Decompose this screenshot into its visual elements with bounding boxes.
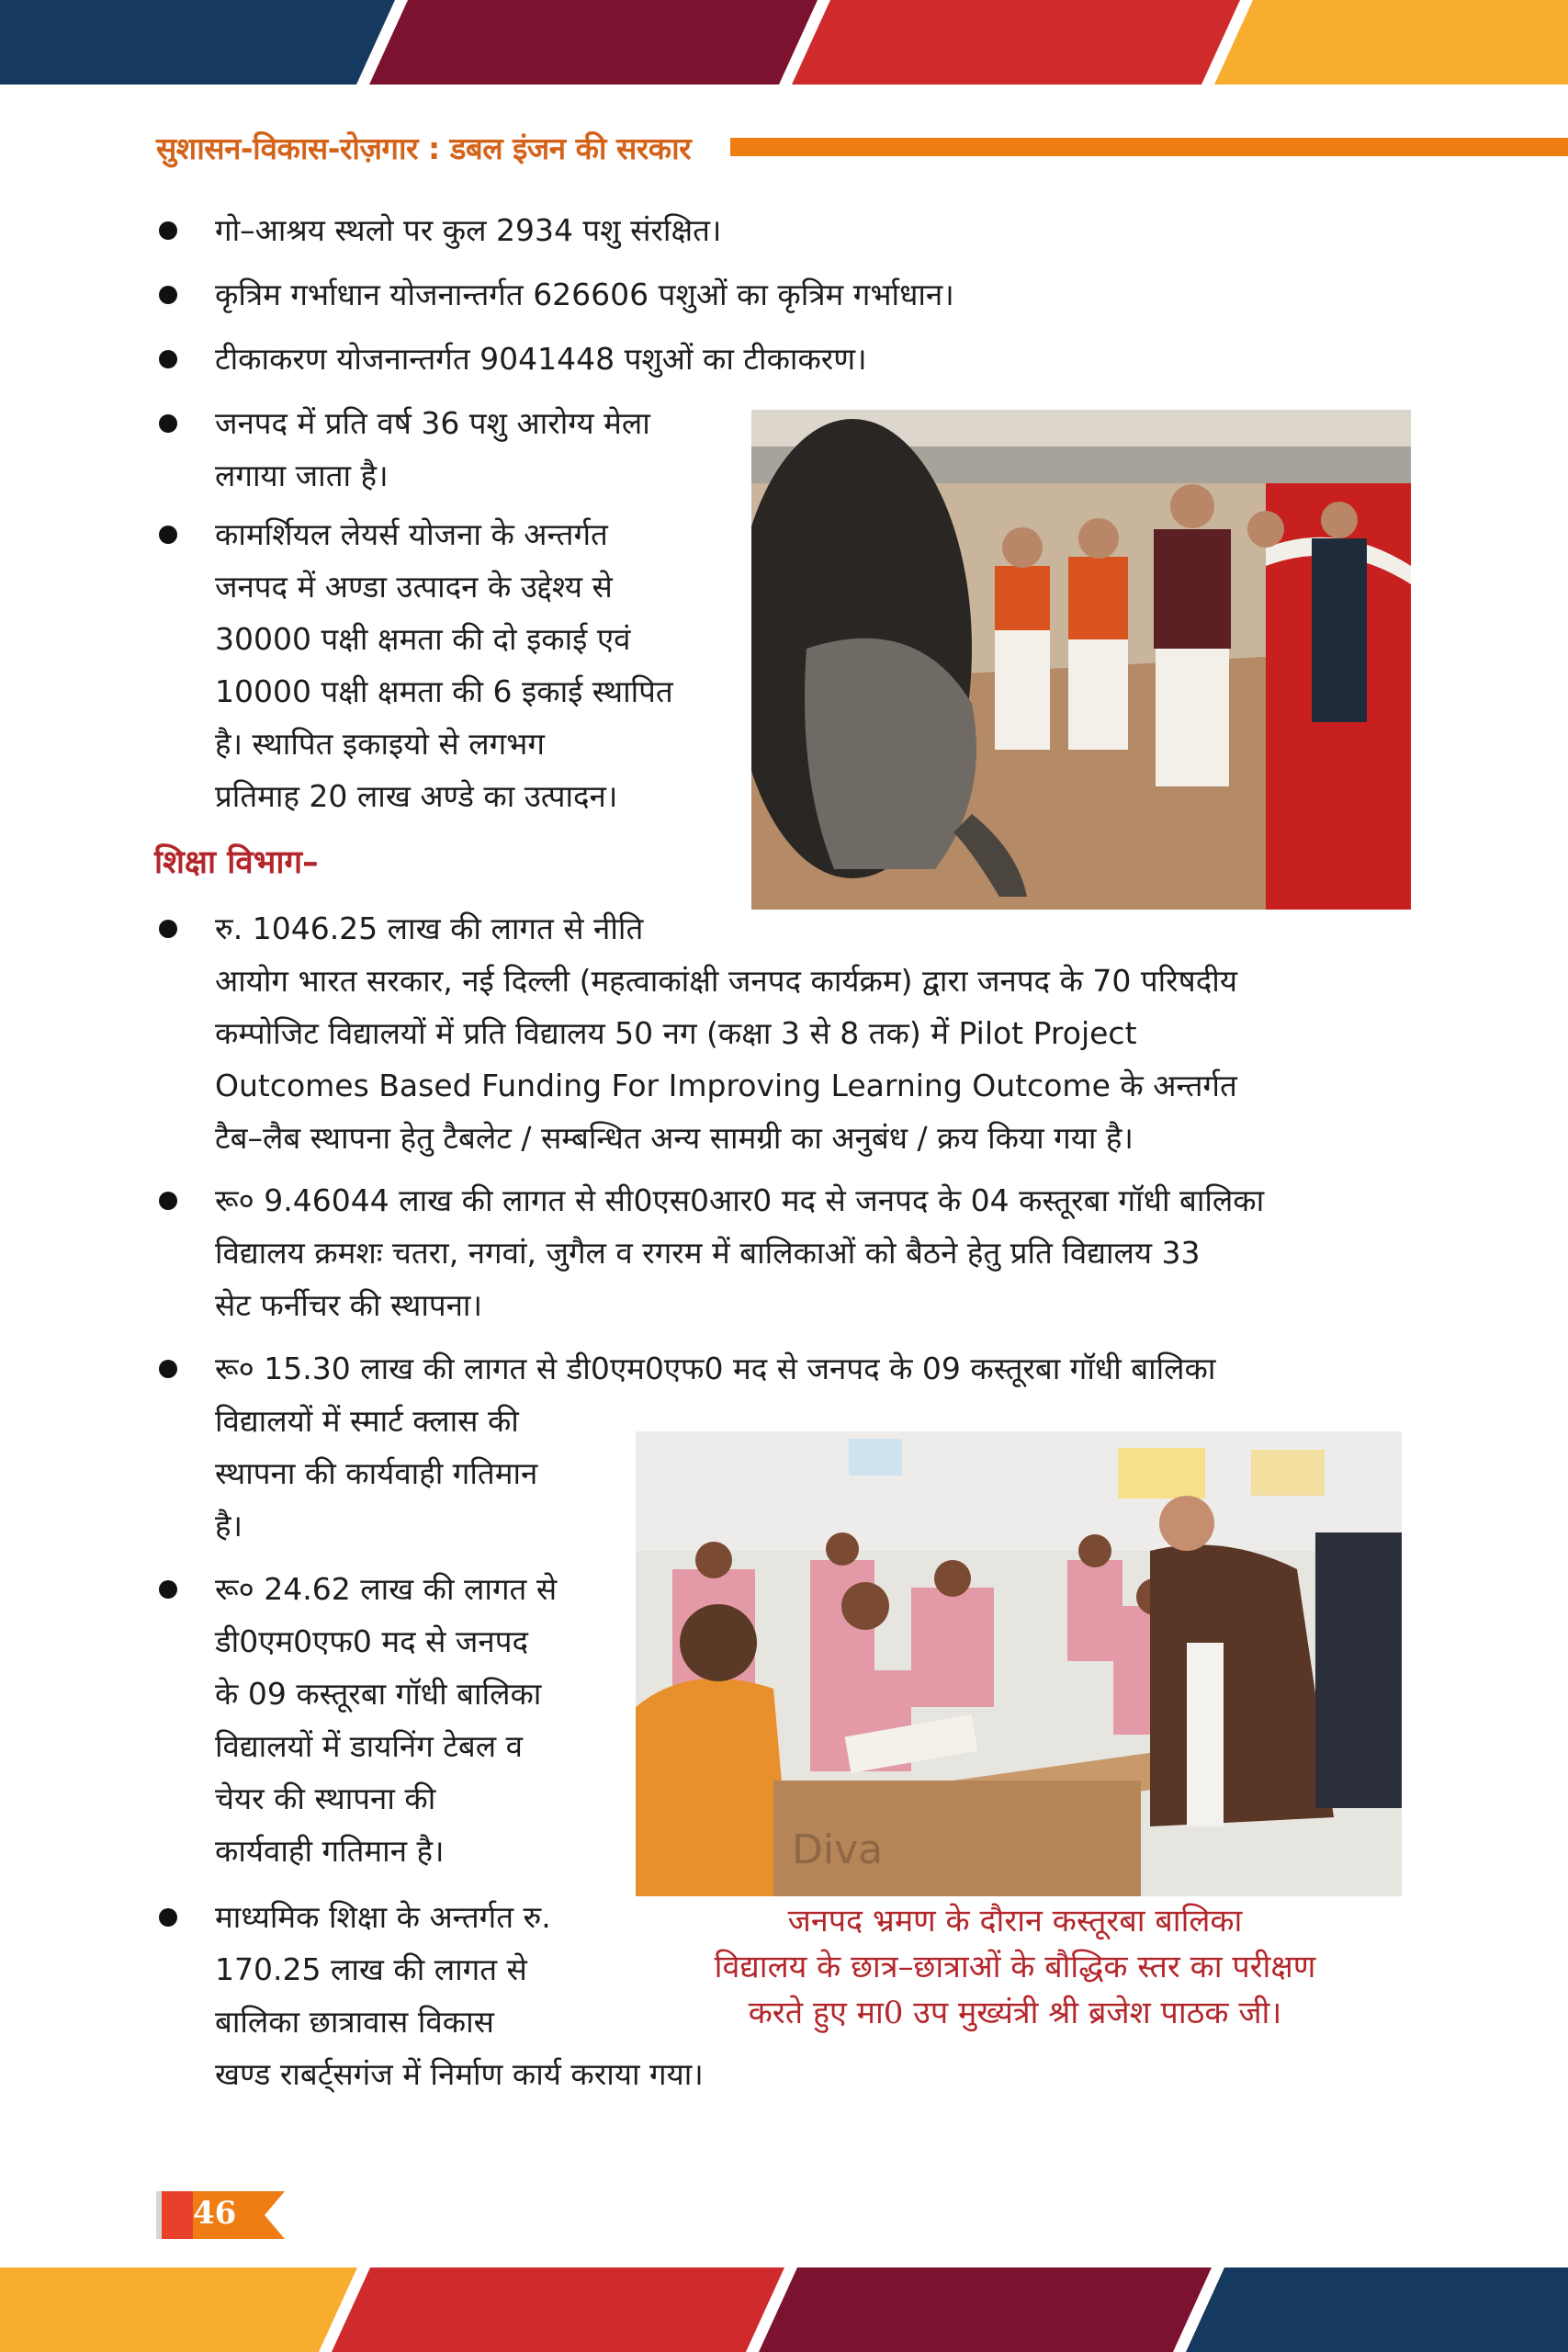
bullet-dot — [159, 1908, 177, 1927]
list-item: गो–आश्रय स्थलो पर कुल 2934 पशु संरक्षित। — [215, 212, 722, 248]
list-line: 30000 पक्षी क्षमता की दो इकाई एवं — [215, 621, 631, 657]
header-color-band — [0, 0, 1568, 85]
list-item — [215, 902, 1415, 1164]
desk-lettering: Diva — [792, 1826, 884, 1873]
caption-line: जनपद भ्रमण के दौरान कस्तूरबा बालिका — [787, 1903, 1243, 1939]
list-item — [215, 1891, 704, 2100]
list-line: 10000 पक्षी क्षमता की 6 इकाई स्थापित — [215, 673, 673, 709]
list-line: कम्पोजिट विद्यालयों में प्रति विद्यालय 50 नग (कक्षा 3 से 8 तक) में Pilot Project — [215, 1015, 1137, 1051]
bullet-dot — [159, 526, 177, 544]
list-line: सेट फर्नीचर की स्थापना। — [215, 1287, 482, 1323]
list-line: लगाया जाता है। — [215, 458, 389, 493]
list-line: स्थापना की कार्यवाही गतिमान — [215, 1455, 538, 1491]
list-line: 170.25 लाख की लागत से — [215, 1951, 527, 1987]
bullet-dot — [159, 1360, 177, 1378]
bullet-dot — [159, 920, 177, 938]
list-line: चेयर की स्थापना की — [215, 1781, 436, 1816]
list-line: टैब–लैब स्थापना हेतु टैबलेट / सम्बन्धित अन्य सामग्री का अनुबंध / क्रय किया गया है। — [215, 1120, 1134, 1156]
list-line: जनपद में प्रति वर्ष 36 पशु आरोग्य मेला — [215, 405, 650, 441]
list-item — [215, 397, 729, 502]
list-line: बालिका छात्रावास विकास — [215, 2004, 494, 2040]
list-line: है। स्थापित इकाइयो से लगभग — [215, 726, 545, 762]
list-line: के 09 कस्तूरबा गॉधी बालिका — [215, 1676, 542, 1712]
list-line: कामर्शियल लेयर्स योजना के अन्तर्गत — [215, 516, 608, 552]
list-line: आयोग भारत सरकार, नई दिल्ली (महत्वाकांक्षी जनपद कार्यक्रम) द्वारा जनपद के 70 परिषदीय — [215, 963, 1237, 999]
list-line: विद्यालयों में डायनिंग टेबल व — [215, 1728, 523, 1764]
list-line: रू० 15.30 लाख की लागत से डी0एम0एफ0 मद से जनपद के 09 कस्तूरबा गॉधी बालिका — [215, 1351, 1216, 1386]
list-line: रू० 9.46044 लाख की लागत से सी0एस0आर0 मद से जनपद के 04 कस्तूरबा गॉधी बालिका — [215, 1182, 1265, 1218]
list-line: माध्यमिक शिक्षा के अन्तर्गत रु. — [215, 1899, 551, 1935]
bullet-dot — [159, 221, 177, 240]
list-item — [215, 1174, 1415, 1331]
list-line: विद्यालयों में स्मार्ट क्लास की — [215, 1403, 519, 1439]
list-line: प्रतिमाह 20 लाख अण्डे का उत्पादन। — [215, 778, 618, 814]
page-number-badge — [156, 2191, 285, 2239]
list-line: Outcomes Based Funding For Improving Learning Outcome के अन्तर्गत — [215, 1068, 1237, 1103]
list-item: टीकाकरण योजनान्तर्गत 9041448 पशुओं का टीकाकरण। — [215, 341, 867, 377]
photo-classroom-illustration — [636, 1431, 1402, 1896]
list-item — [215, 508, 729, 822]
list-line: रू० 24.62 लाख की लागत से — [215, 1571, 558, 1607]
bullet-dot — [159, 350, 177, 368]
bullet-dot — [159, 1192, 177, 1210]
list-line: खण्ड राबर्ट्सगंज में निर्माण कार्य कराया गया। — [215, 2056, 704, 2092]
list-item — [215, 1563, 619, 1877]
bullet-dot — [159, 1580, 177, 1599]
list-line: है। — [215, 1508, 243, 1544]
header-title: सुशासन-विकास-रोज़गार : डबल इंजन की सरकार — [156, 130, 692, 166]
photo-cattle-inspection — [751, 410, 1411, 910]
bullet-dot — [159, 414, 177, 433]
running-header — [156, 125, 1415, 167]
list-line: विद्यालय क्रमशः चतरा, नगवां, जुगैल व रगरम में बालिकाओं को बैठने हेतु प्रति विद्यालय 33 — [215, 1235, 1201, 1271]
caption-line: करते हुए मा0 उप मुख्यंत्री श्री ब्रजेश पाठक जी। — [748, 1995, 1282, 2031]
list-line: जनपद में अण्डा उत्पादन के उद्देश्य से — [215, 569, 613, 605]
bullet-dot — [159, 286, 177, 304]
photo-classroom-visit — [636, 1431, 1402, 1896]
list-line: रु. 1046.25 लाख की लागत से नीति — [215, 910, 644, 946]
section-title-education: शिक्षा विभाग– — [154, 844, 319, 881]
caption-line: विद्यालय के छात्र–छात्राओं के बौद्धिक स्तर का परीक्षण — [714, 1949, 1316, 1985]
list-line: डी0एम0एफ0 मद से जनपद — [215, 1623, 528, 1659]
list-line: कार्यवाही गतिमान है। — [215, 1833, 445, 1869]
footer-color-band — [0, 2267, 1568, 2352]
photo-cattle-illustration — [751, 410, 1411, 910]
page-number: 46 — [193, 2195, 237, 2232]
photo-caption — [634, 1898, 1396, 2036]
header-rule — [730, 138, 1568, 156]
list-item: कृत्रिम गर्भाधान योजनान्तर्गत 626606 पशुओं का कृत्रिम गर्भाधान। — [215, 277, 954, 312]
